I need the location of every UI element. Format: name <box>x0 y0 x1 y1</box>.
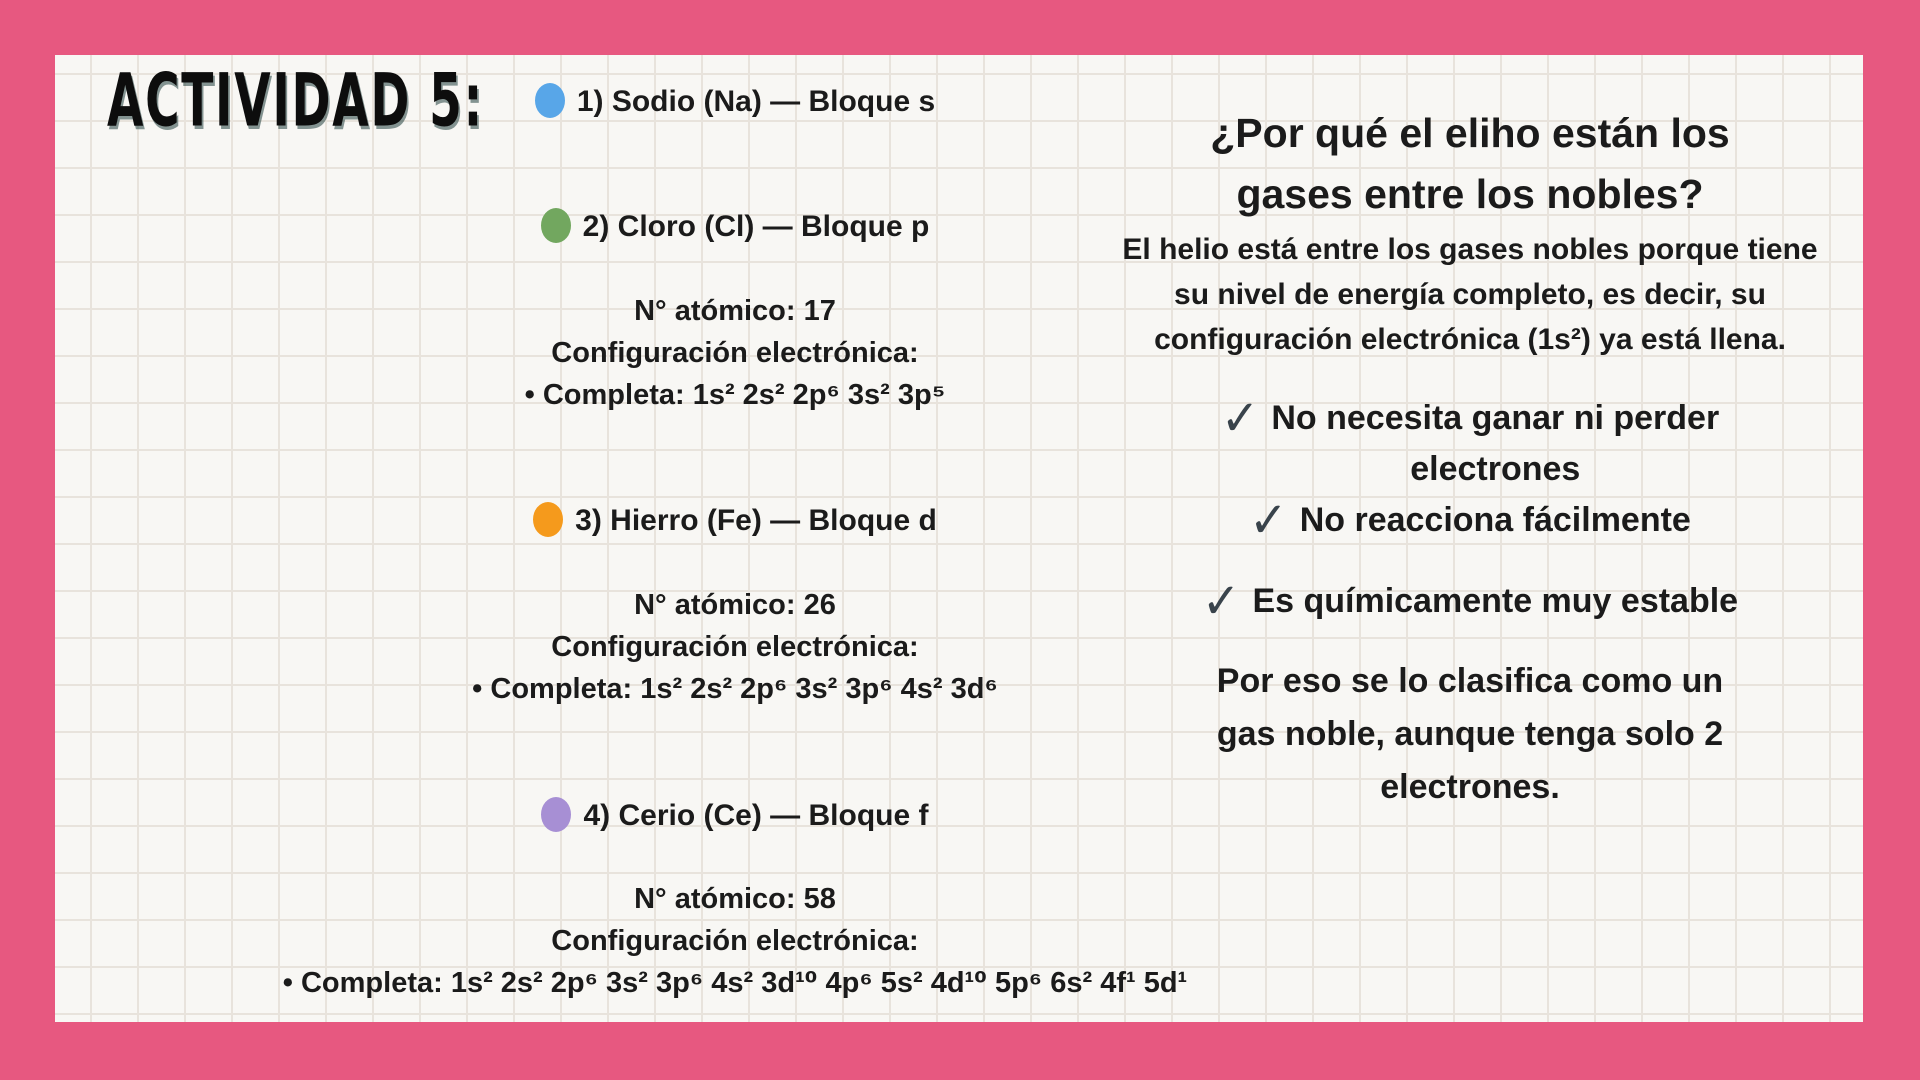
cloro-config-label: Configuración electrónica: <box>551 337 919 369</box>
check-item-1-line1: No necesita ganar ni perder <box>1271 399 1720 437</box>
check-icon: ✓ <box>1201 571 1241 631</box>
page-title: ACTIVIDAD 5: <box>107 59 485 144</box>
cerio-config-label: Configuración electrónica: <box>551 925 919 957</box>
question-heading-line2: gases entre los nobles? <box>1236 171 1704 217</box>
cloro-atomic-number: N° atómico: 17 <box>634 295 836 327</box>
item-sodio-label: 1) Sodio (Na) — Bloque s <box>576 85 936 118</box>
hierro-config-complete: • Completa: 1s² 2s² 2p⁶ 3s² 3p⁶ 4s² 3d⁶ <box>472 673 998 705</box>
check-item-2 <box>1055 490 1885 550</box>
bullet-dot-orange <box>533 502 563 537</box>
hierro-atomic-number: N° atómico: 26 <box>634 589 836 621</box>
bullet-dot-blue <box>535 83 565 118</box>
bullet-dot-purple <box>541 797 571 832</box>
cerio-config-complete: • Completa: 1s² 2s² 2p⁶ 3s² 3p⁶ 4s² 3d¹⁰ 4p⁶ 5s² 4d¹⁰ 5p⁶ 6s² 4f¹ 5d¹ <box>282 967 1188 999</box>
conclusion-line3: electrones. <box>1380 768 1560 806</box>
hierro-config-label: Configuración electrónica: <box>551 631 919 663</box>
check-icon: ✓ <box>1220 388 1260 448</box>
cerio-atomic-number: N° atómico: 58 <box>634 883 836 915</box>
check-item-1-text <box>1271 393 1719 495</box>
cloro-config-complete: • Completa: 1s² 2s² 2p⁶ 3s² 3p⁵ <box>524 379 946 411</box>
check-item-3 <box>1055 571 1885 631</box>
check-item-3-text: Es químicamente muy estable <box>1252 582 1739 620</box>
question-heading-line1: ¿Por qué el eliho están los <box>1210 110 1730 156</box>
conclusion-line1: Por eso se lo clasifica como un <box>1216 662 1724 700</box>
bullet-dot-green <box>541 208 571 243</box>
check-item-1 <box>1055 388 1885 495</box>
item-hierro-label: 3) Hierro (Fe) — Bloque d <box>575 504 937 537</box>
check-item-2-text: No reacciona fácilmente <box>1299 501 1691 539</box>
question-heading <box>1055 103 1885 225</box>
item-cerio-label: 4) Cerio (Ce) — Bloque f <box>583 799 929 832</box>
conclusion-line2: gas noble, aunque tenga solo 2 <box>1216 715 1724 753</box>
question-intro-line2: su nivel de energía completo, es decir, su <box>1174 278 1766 311</box>
check-item-1-line2: electrones <box>1410 450 1581 488</box>
item-cloro-label: 2) Cloro (Cl) — Bloque p <box>582 210 930 243</box>
grid-paper-canvas <box>55 55 1863 1022</box>
question-column <box>1055 55 1885 1022</box>
question-intro-line1: El helio está entre los gases nobles porque tiene <box>1122 233 1818 266</box>
question-intro-line3: configuración electrónica (1s²) ya está llena. <box>1154 323 1786 356</box>
question-intro <box>1055 227 1885 362</box>
conclusion-paragraph <box>1055 655 1885 814</box>
check-icon: ✓ <box>1249 490 1288 550</box>
